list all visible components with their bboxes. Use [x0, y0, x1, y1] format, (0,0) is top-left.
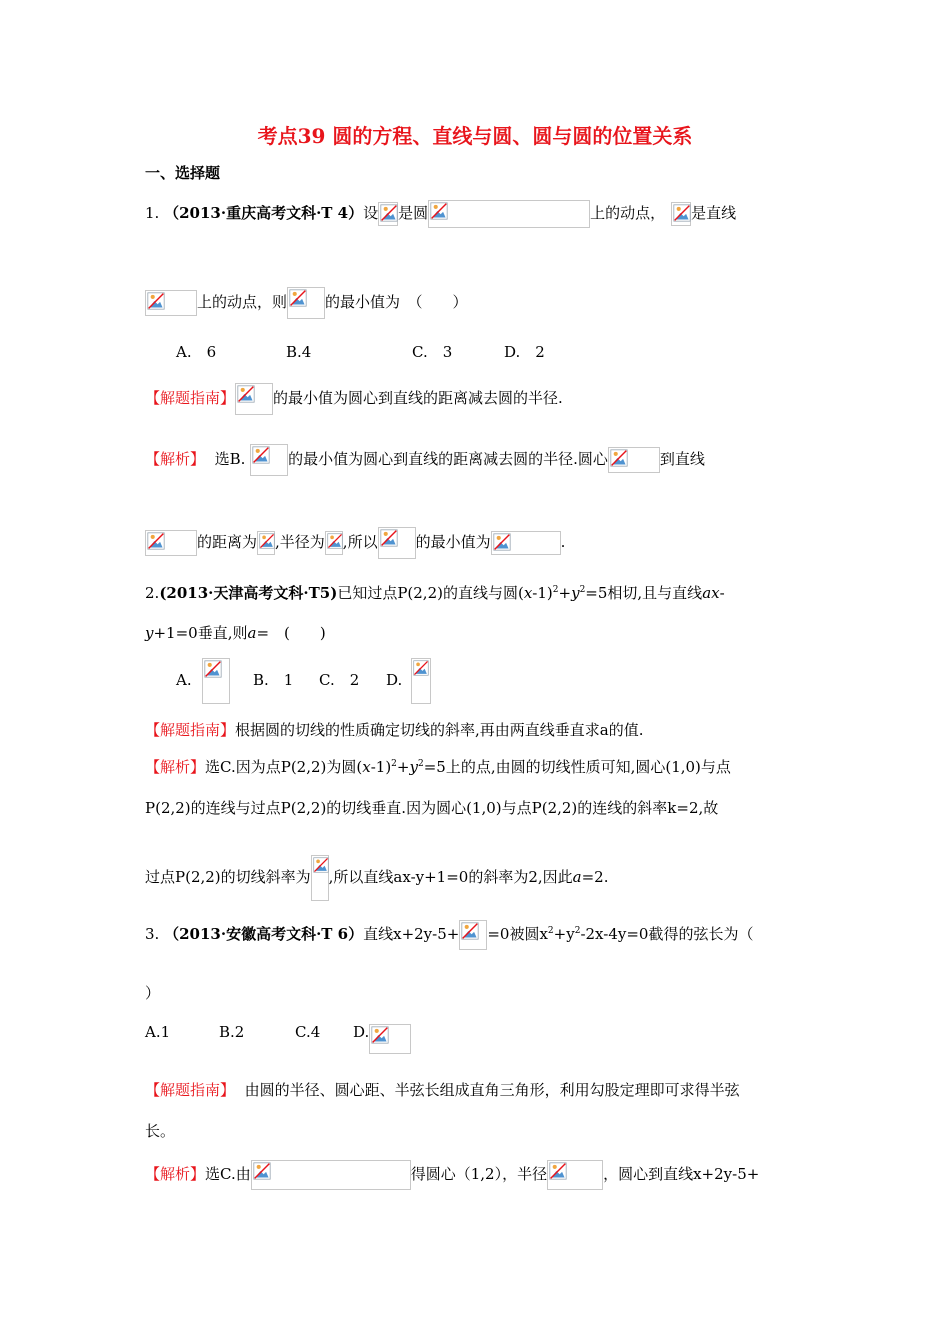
option-d: D.	[386, 671, 403, 689]
q1-text: 是圆	[398, 204, 429, 222]
answer-text: 选C.因为点P(2,2)为圆(	[205, 758, 363, 776]
q3-answer-line1	[145, 1160, 759, 1190]
option-b: B.4	[286, 343, 312, 361]
q1-line2	[145, 287, 468, 319]
q2-guide	[145, 720, 644, 740]
guide-label: 【解题指南】	[145, 1081, 236, 1099]
option-c: C.4	[295, 1023, 321, 1041]
q2-superscript: 2	[579, 585, 586, 595]
guide-text: 根据圆的切线的性质确定切线的斜率,再由两直线垂直求a的值.	[235, 721, 644, 739]
q2-var: y	[409, 758, 418, 776]
answer-text: .	[560, 533, 566, 551]
answer-text: 到直线	[659, 450, 705, 468]
q1-text: 设	[363, 204, 379, 222]
q3-text: 直线x+2y-5+	[363, 925, 460, 943]
q1-guide	[145, 383, 563, 415]
option-c: C. 3	[412, 343, 453, 361]
broken-image-icon	[250, 444, 288, 476]
q1-answer-line1	[145, 444, 705, 476]
broken-image-icon	[257, 531, 275, 555]
q2-line2	[145, 623, 326, 643]
q1-line1	[145, 200, 736, 228]
answer-text: 的距离为	[197, 533, 258, 551]
answer-text: ，圆心到直线x+2y-5+	[603, 1165, 760, 1183]
q3-guide-line2: 长。	[145, 1122, 176, 1140]
answer-text: 选C.由	[205, 1165, 251, 1183]
guide-text: 由圆的半径、圆心距、半弦长组成直角三角形，利用勾股定理即可求得半弦	[244, 1081, 740, 1099]
guide-text: 的最小值为圆心到直线的距离减去圆的半径.	[273, 389, 563, 407]
q3-text: -2x-4y=0截得的弦长为（	[580, 925, 754, 943]
q3-text: +y	[553, 925, 575, 943]
option-a: A. 6	[176, 343, 217, 361]
answer-text: =2.	[581, 868, 609, 886]
broken-image-icon	[428, 200, 590, 228]
option-c: C. 2	[319, 671, 360, 689]
q2-source: (2013·天津高考文科·T5)	[159, 584, 338, 602]
answer-text: -1)	[370, 758, 392, 776]
q1-answer-line2	[145, 527, 565, 559]
q2-var: a	[247, 624, 257, 642]
broken-image-icon	[251, 1160, 411, 1190]
broken-image-icon	[547, 1160, 603, 1190]
broken-image-icon	[369, 1024, 411, 1054]
q2-var: a	[572, 868, 582, 886]
q3-guide	[145, 1080, 740, 1100]
option-a: A.	[176, 671, 192, 689]
q2-text: -1)	[532, 584, 553, 602]
answer-label: 【解析】	[145, 450, 206, 468]
answer-text: =5上的点,由圆的切线性质可知,圆心(1,0)与点	[423, 758, 731, 776]
q2-number: 2.	[145, 584, 160, 602]
q1-text: 是直线	[691, 204, 737, 222]
broken-image-icon	[459, 920, 487, 950]
q2-answer-line2: P(2,2)的连线与过点P(2,2)的切线垂直.因为圆心(1,0)与点P(2,2)的连线的斜率k=2,故	[145, 799, 719, 817]
q2-text: 已知过点P(2,2)的直线与圆(	[337, 584, 524, 602]
q3-line2: ）	[145, 984, 161, 1002]
option-d: D.	[353, 1023, 370, 1041]
q1-number: 1.	[145, 204, 160, 222]
answer-label: 【解析】	[145, 758, 206, 776]
broken-image-icon	[202, 658, 230, 704]
q2-superscript: 2	[417, 759, 424, 769]
broken-image-icon	[671, 202, 691, 226]
q2-var: x	[523, 584, 533, 602]
q2-var: y	[571, 584, 580, 602]
q3-line1	[145, 920, 753, 950]
section-heading: 一、选择题	[145, 164, 221, 182]
answer-label: 【解析】	[145, 1165, 206, 1183]
q1-text: 的最小值为 （ ）	[325, 293, 468, 311]
q2-text: -	[719, 584, 725, 602]
broken-image-icon	[145, 530, 197, 556]
q3-superscript: 2	[574, 926, 581, 936]
q3-number: 3.	[145, 925, 160, 943]
q2-superscript: 2	[391, 759, 397, 769]
q3-text: =0被圆x	[487, 925, 548, 943]
option-b: B. 1	[253, 671, 294, 689]
page-title: 考点39 圆的方程、直线与圆、圆与圆的位置关系	[257, 124, 693, 148]
q2-var: x	[362, 758, 371, 776]
broken-image-icon	[145, 290, 197, 316]
broken-image-icon	[235, 383, 273, 415]
option-b: B.2	[219, 1023, 245, 1041]
answer-text: 的最小值为	[415, 533, 491, 551]
broken-image-icon	[287, 287, 325, 319]
q2-text: =5相切,且与直线	[585, 584, 703, 602]
q1-text: 上的动点，	[590, 204, 666, 222]
q3-source: （2013·安徽高考文科·T 6）	[164, 925, 364, 943]
q2-text: +1=0垂直,则	[153, 624, 248, 642]
answer-text: +	[396, 758, 410, 776]
q3-superscript: 2	[547, 926, 554, 936]
broken-image-icon	[411, 658, 431, 704]
q2-text: = ( )	[256, 624, 326, 642]
answer-text: ,所以直线ax-y+1=0的斜率为2,因此	[328, 868, 573, 886]
q2-answer-line3	[145, 855, 609, 901]
q2-superscript: 2	[552, 585, 559, 595]
q1-text: 上的动点，则	[197, 293, 288, 311]
answer-text: ,所以	[342, 533, 378, 551]
q2-var: y	[145, 624, 154, 642]
broken-image-icon	[325, 531, 343, 555]
option-d: D. 2	[504, 343, 545, 361]
broken-image-icon	[378, 202, 398, 226]
answer-text: ,半径为	[275, 533, 325, 551]
broken-image-icon	[311, 855, 329, 901]
q1-source: （2013·重庆高考文科·T 4）	[164, 204, 364, 222]
q2-var: ax	[702, 584, 720, 602]
q2-answer-line1	[145, 757, 731, 777]
broken-image-icon	[491, 531, 561, 555]
guide-label: 【解题指南】	[145, 389, 236, 407]
answer-text: 得圆心（1,2），半径	[410, 1165, 548, 1183]
guide-label: 【解题指南】	[145, 721, 236, 739]
broken-image-icon	[608, 447, 660, 473]
q2-line1	[145, 583, 725, 603]
q2-text: +	[558, 584, 572, 602]
answer-text: 选B.	[214, 450, 246, 468]
option-a: A.1	[145, 1023, 171, 1041]
broken-image-icon	[378, 527, 416, 559]
answer-text: 过点P(2,2)的切线斜率为	[145, 868, 311, 886]
answer-text: 的最小值为圆心到直线的距离减去圆的半径.圆心	[288, 450, 608, 468]
